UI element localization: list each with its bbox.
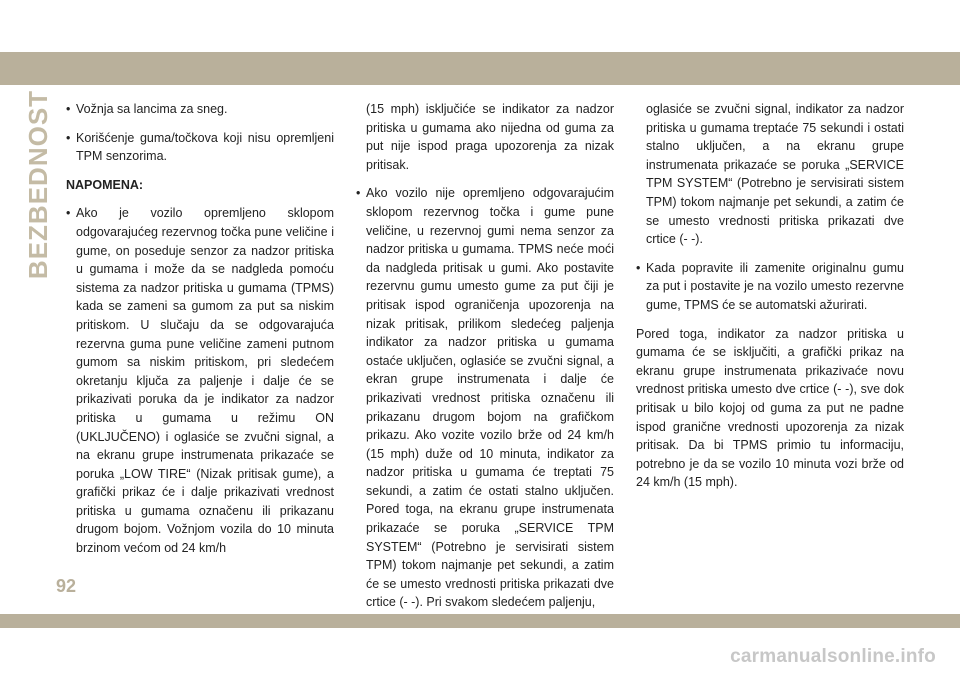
section-label — [23, 89, 54, 280]
continued-text: (15 mph) isključiće se indikator za nadzor pritiska u gumama ako nijedna od guma za put nije ispod praga upozorenja za nizak pritisak. — [366, 102, 614, 172]
section-label-text: BEZBEDNOST — [23, 89, 54, 280]
page-number: 92 — [56, 576, 77, 596]
list-item — [636, 259, 904, 315]
watermark-text: carmanualsonline.info — [730, 646, 936, 667]
note-heading: NAPOMENA: — [66, 177, 144, 192]
body-paragraph: Pored toga, indikator za nadzor pritiska u gumama će se isključiti, a grafički prikaz na ekranu grupe instrumenata prikazivaće novu vrednost pritiska umesto dve crtice (- -), sve dok pritisak u bilo kojoj od guma za put ne padne ispod granične vrednosti upozorenja za nizak pritisak. Da bi TPMS primio tu informaciju, potrebno je da se vozilo 10 minuta vozi brže od 24 km/h (15 mph). — [636, 326, 904, 490]
list-item — [66, 129, 334, 166]
list-item-text: • Kada popravite ili zamenite originalnu gumu za put i postavite je na vozilo umesto rezervne gume, TPMS će se automatski ažurirati. — [646, 260, 904, 312]
continued-text: oglasiće se zvučni signal, indikator za nadzor pritiska u gumama treptaće 75 sekundi i ostati stalno uključen, a na ekranu grupe instrumenata prikazaće se poruka „SERVICE TPM SYSTEM“ (Potrebno je servisirati sistem TPM) tokom najmanje pet sekundi, a zatim će se umesto vrednosti pritiska prikazati dve crtice (- -). — [646, 102, 904, 247]
text-column-3 — [636, 100, 904, 502]
list-item-text: • Ako je vozilo opremljeno sklopom odgovarajućeg rezervnog točka pune veličine i gume, on poseduje senzor za nadzor pritiska u gumama i može da se nadgleda pomoću sistema za nadzor pritiska u gumama (TPMS) kada se zameni sa gumom za put sa niskim pritiskom. U slučaju da se odgovarajuća rezervna guma pune veličine zameni putnom gumom sa niskim pritiskom, pri sledećem okretanju ključa za paljenje i dalje će se prikazivati poruka da je indikator za nadzor pritiska u gumama u režimu ON (UKLJUČENO) i oglasiće se zvučni signal, a na ekranu grupe instrumenata prikazaće se poruka „LOW TIRE“ (Nizak pritisak gume), a grafički prikaz će i dalje prikazivati vrednost pritiska u gumama označenu ili prikazanu drugom bojom. Vožnjom vozila do 10 minuta brzinom većom od 24 km/h — [76, 206, 334, 556]
list-item-text: • Korišćenje guma/točkova koji nisu opremljeni TPM senzorima. — [76, 130, 334, 164]
footer-band — [0, 614, 960, 628]
text-column-1 — [66, 100, 334, 568]
list-item-text: • Ako vozilo nije opremljeno odgovarajućim sklopom rezervnog točka i gume pune veličine, u rezervnoj gumi nema senzor za nadzor pritiska u gumama. TPMS neće moći da nadgleda pritisak u gumi. Ako postavite rezervnu gumu umesto gume za put čiji je pritisak ispod ograničenja upozorenja na nizak pritisak, prilikom sledećeg paljenja indikator za nadzor pritiska u gumama ostaće uključen, oglasiće se zvučni signal, a ekran grupe instrumenata i dalje će prikazivati vrednost pritiska označenu ili prikazanu drugom bojom na grafičkom prikazu. Ako vozite vozilo brže od 24 km/h (15 mph) duže od 10 minuta, indikator za nadzor pritiska u gumama će treptati 75 sekundi, a zatim će ostati stalno uključen. Pored toga, na ekranu grupe instrumenata prikazaće se poruka „SERVICE TPM SYSTEM“ (Potrebno je servisirati sistem TPM) tokom najmanje pet sekundi, a zatim će se umesto vrednosti pritiska prikazati dve crtice (- -). Pri svakom sledećem paljenju, — [366, 186, 614, 610]
list-item — [66, 204, 334, 557]
list-item — [356, 184, 614, 612]
text-column-2 — [356, 100, 614, 622]
list-item-text: • Vožnja sa lancima za sneg. — [76, 102, 228, 116]
header-band — [0, 52, 960, 85]
list-item — [66, 100, 334, 119]
